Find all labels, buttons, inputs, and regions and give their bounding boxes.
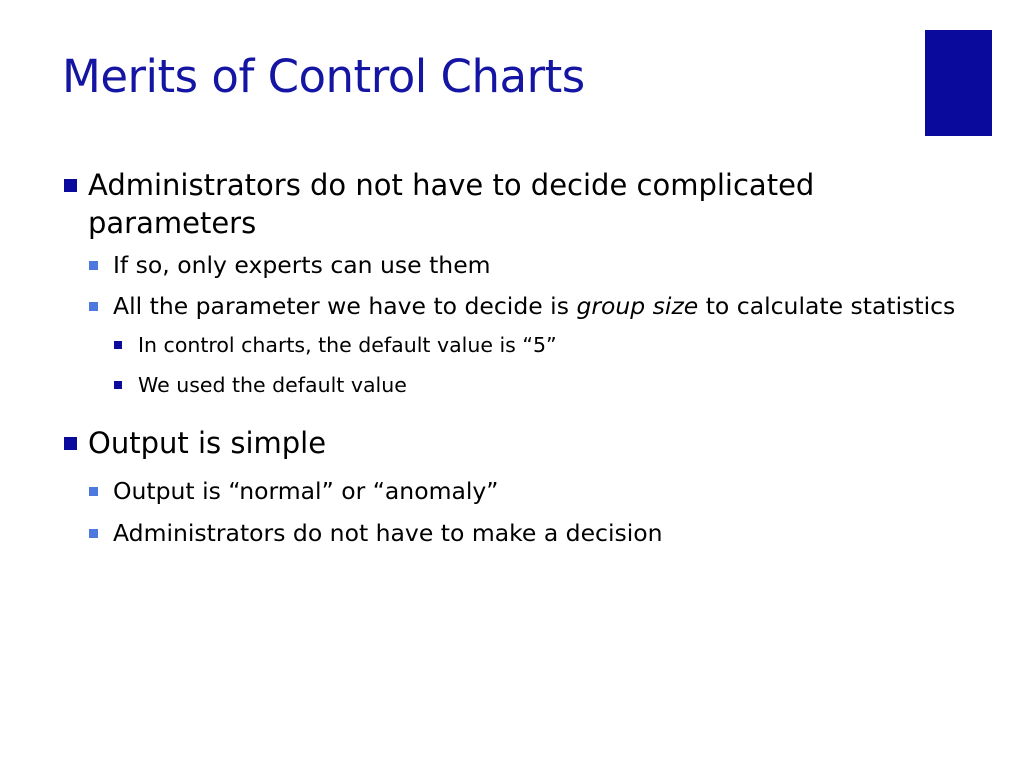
sub-bullet-text-before: All the parameter we have to decide is (113, 292, 577, 320)
square-bullet-icon (89, 487, 98, 496)
accent-block (925, 30, 992, 136)
sub-sub-bullet-item (114, 329, 984, 361)
bullet-list (64, 166, 984, 550)
bullet-item (64, 424, 984, 462)
emphasis-text: group size (576, 292, 699, 320)
sub-sub-bullet-text: In control charts, the default value is “5” (138, 333, 557, 357)
sub-bullet-text-after: to calculate statistics (698, 292, 956, 320)
square-bullet-icon (64, 437, 77, 450)
square-bullet-icon (114, 341, 122, 349)
sub-bullet-item (89, 474, 984, 508)
slide-title: Merits of Control Charts (62, 50, 585, 103)
square-bullet-icon (89, 261, 98, 270)
square-bullet-icon (64, 179, 77, 192)
square-bullet-icon (89, 302, 98, 311)
sub-bullet-text: If so, only experts can use them (113, 251, 491, 279)
bullet-text: Output is simple (88, 426, 327, 460)
sub-bullet-text: Administrators do not have to make a decision (113, 519, 663, 547)
sub-bullet-item (89, 289, 984, 323)
sub-sub-bullet-text: We used the default value (138, 373, 407, 397)
bullet-text: Administrators do not have to decide complicated parameters (88, 168, 815, 240)
bullet-item (64, 166, 984, 242)
square-bullet-icon (114, 381, 122, 389)
sub-sub-bullet-item (114, 369, 984, 401)
sub-bullet-item (89, 516, 984, 550)
square-bullet-icon (89, 529, 98, 538)
sub-bullet-text: Output is “normal” or “anomaly” (113, 477, 499, 505)
sub-bullet-item (89, 248, 984, 282)
